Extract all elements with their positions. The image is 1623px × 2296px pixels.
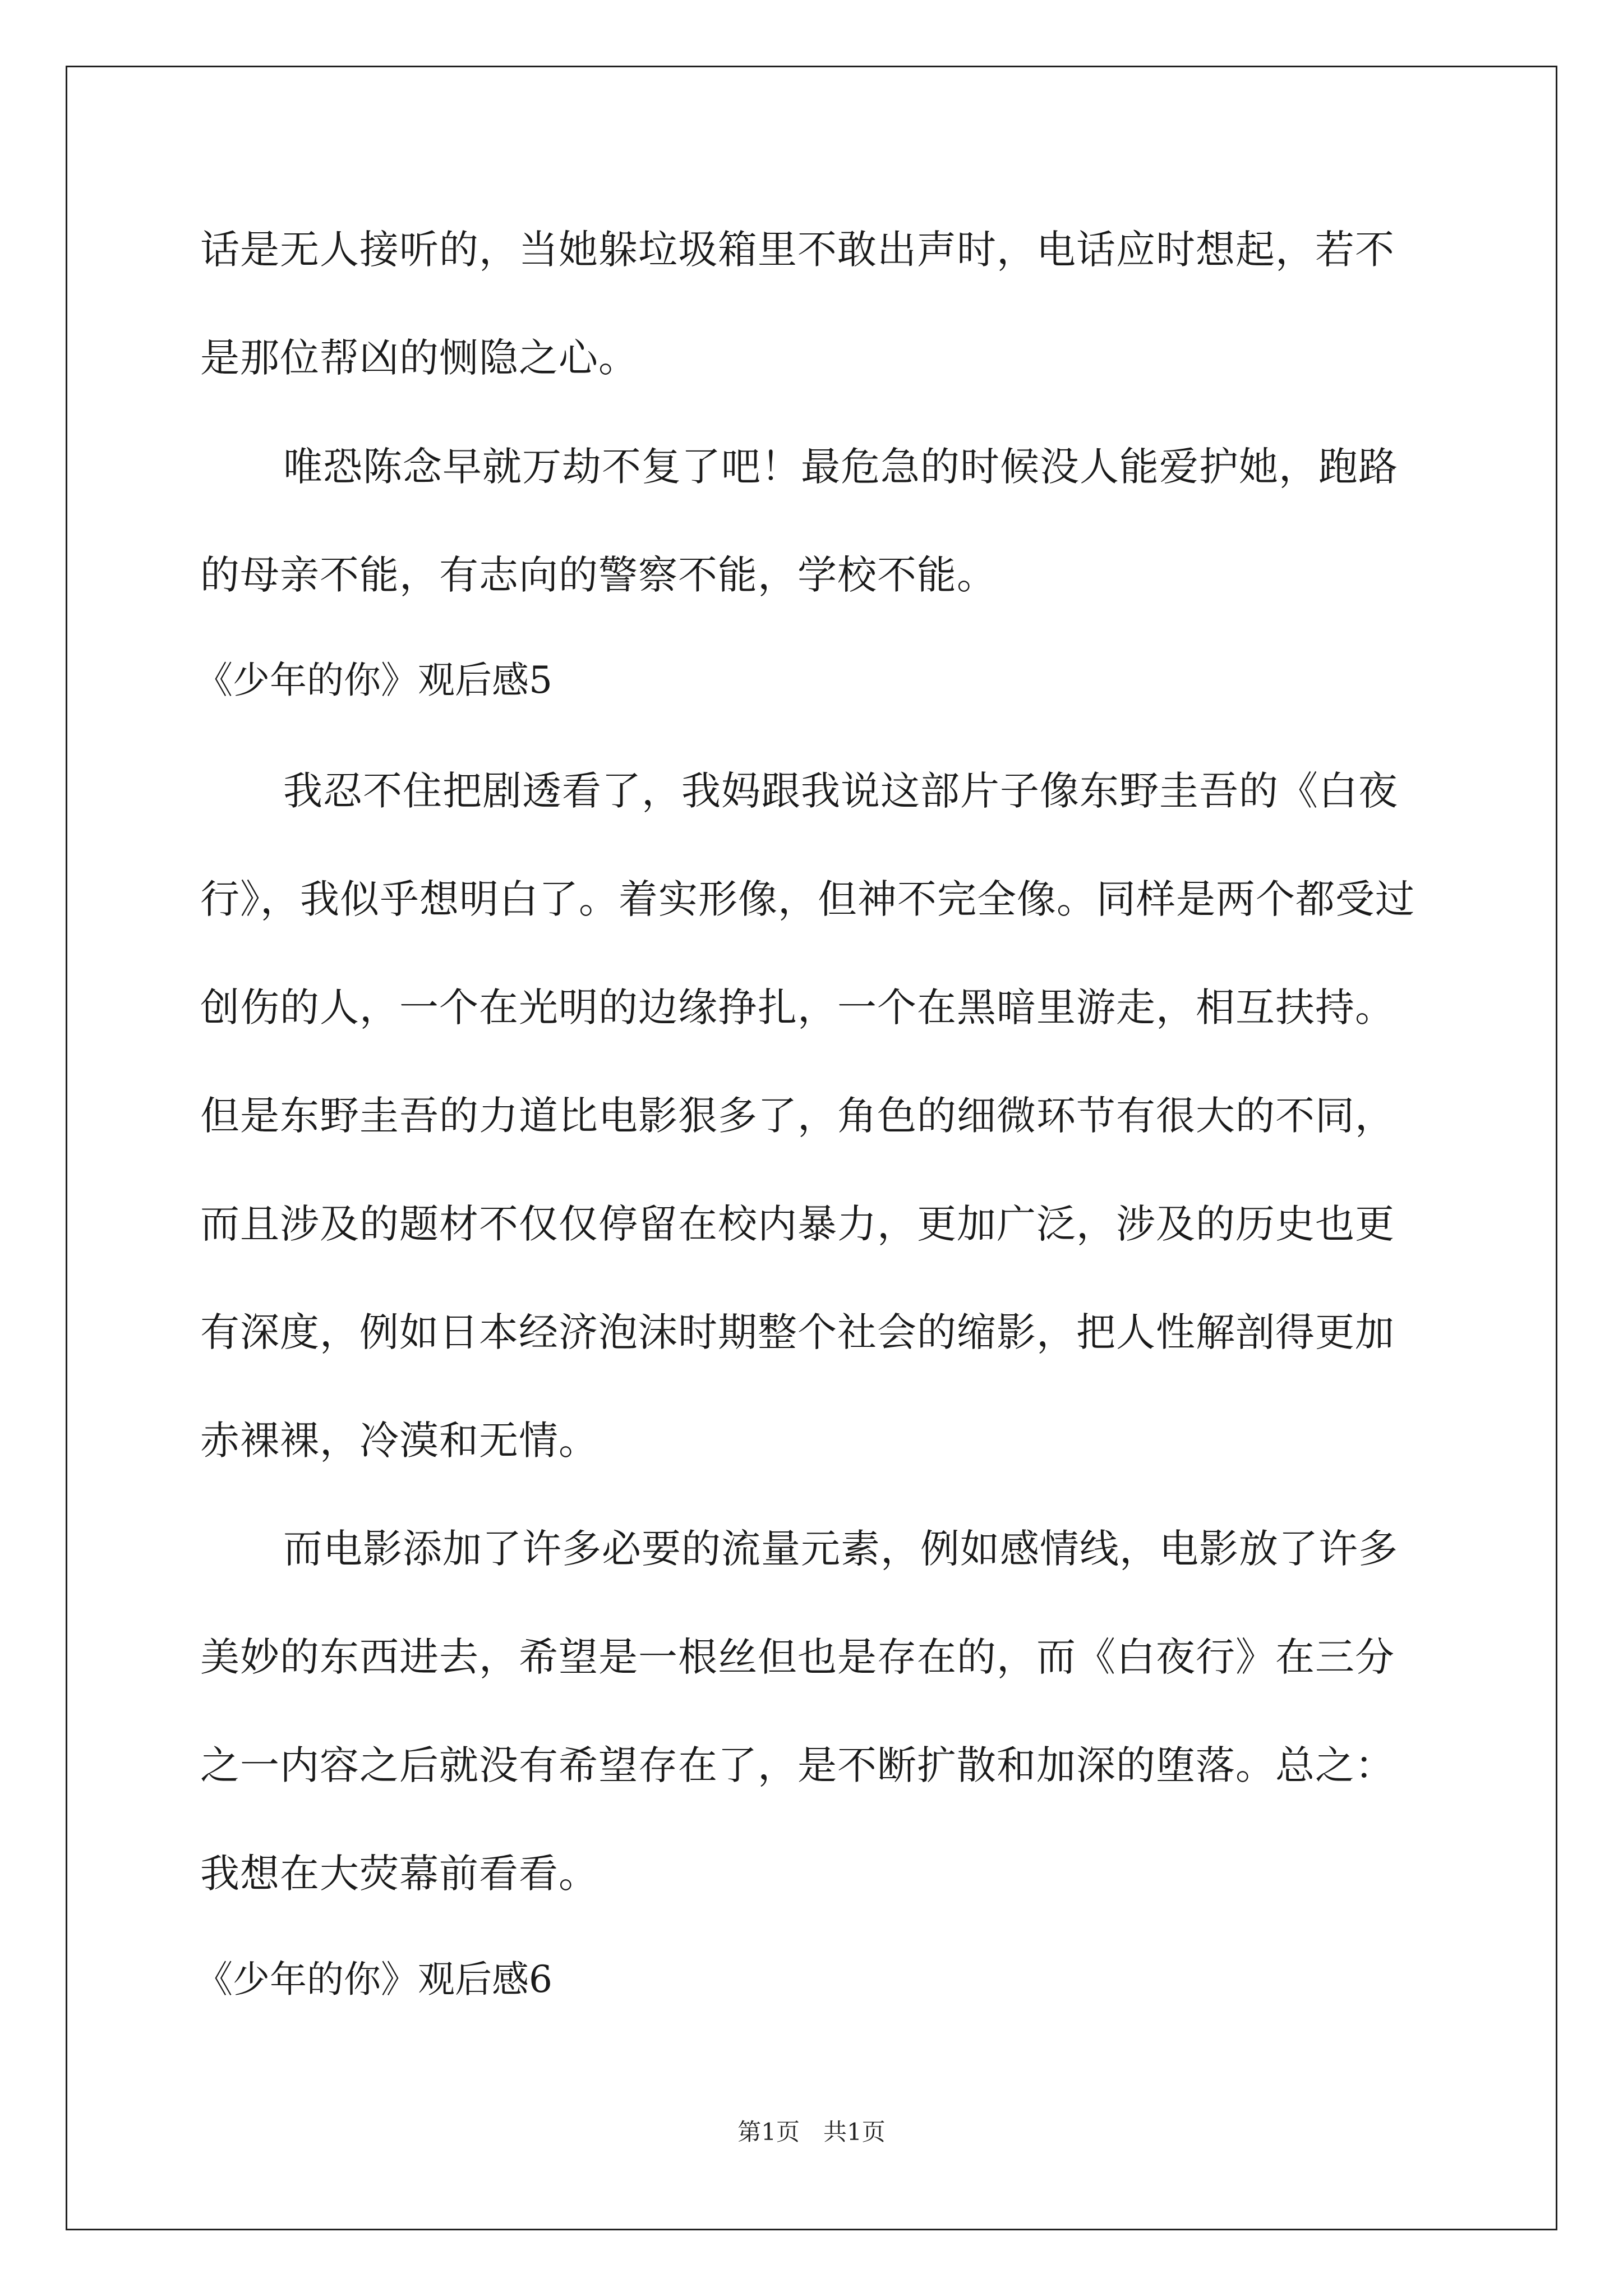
paragraph-line: 美妙的东西进去，希望是一根丝但也是存在的，而《白夜行》在三分 <box>200 1634 1395 1680</box>
paragraph-line: 我忍不住把剧透看了，我妈跟我说这部片子像东野圭吾的《白夜 <box>283 768 1398 814</box>
paragraph-line: 行》，我似乎想明白了。着实形像，但神不完全像。同样是两个都受过 <box>200 876 1415 922</box>
paragraph-line: 但是东野圭吾的力道比电影狠多了，角色的细微环节有很大的不同， <box>200 1093 1395 1139</box>
paragraph-line: 而电影添加了许多必要的流量元素，例如感情线，电影放了许多 <box>283 1526 1398 1572</box>
paragraph-line: 之一内容之后就没有希望存在了，是不断扩散和加深的堕落。总之： <box>200 1742 1395 1788</box>
paragraph-line: 话是无人接听的，当她躲垃圾箱里不敢出声时，电话应时想起，若不 <box>200 227 1395 273</box>
paragraph-line: 是那位帮凶的恻隐之心。 <box>200 335 638 381</box>
paragraph-line: 赤裸裸，冷漠和无情。 <box>200 1418 598 1464</box>
paragraph-line: 唯恐陈念早就万劫不复了吧！最危急的时候没人能爱护她，跑路 <box>283 444 1398 490</box>
paragraph-line: 而且涉及的题材不仅仅停留在校内暴力，更加广泛，涉及的历史也更 <box>200 1201 1395 1247</box>
paragraph-line: 创伤的人，一个在光明的边缘挣扎，一个在黑暗里游走，相互扶持。 <box>200 984 1395 1030</box>
section-heading: 《少年的你》观后感6 <box>196 1958 552 2001</box>
page-number: 第1页 共1页 <box>737 2118 886 2146</box>
paragraph-line: 的母亲不能，有志向的警察不能，学校不能。 <box>200 552 997 598</box>
paragraph-line: 有深度，例如日本经济泡沫时期整个社会的缩影，把人性解剖得更加 <box>200 1309 1395 1355</box>
paragraph-line: 我想在大荧幕前看看。 <box>200 1851 598 1897</box>
page-border <box>66 66 1557 2230</box>
section-heading: 《少年的你》观后感5 <box>196 659 552 702</box>
